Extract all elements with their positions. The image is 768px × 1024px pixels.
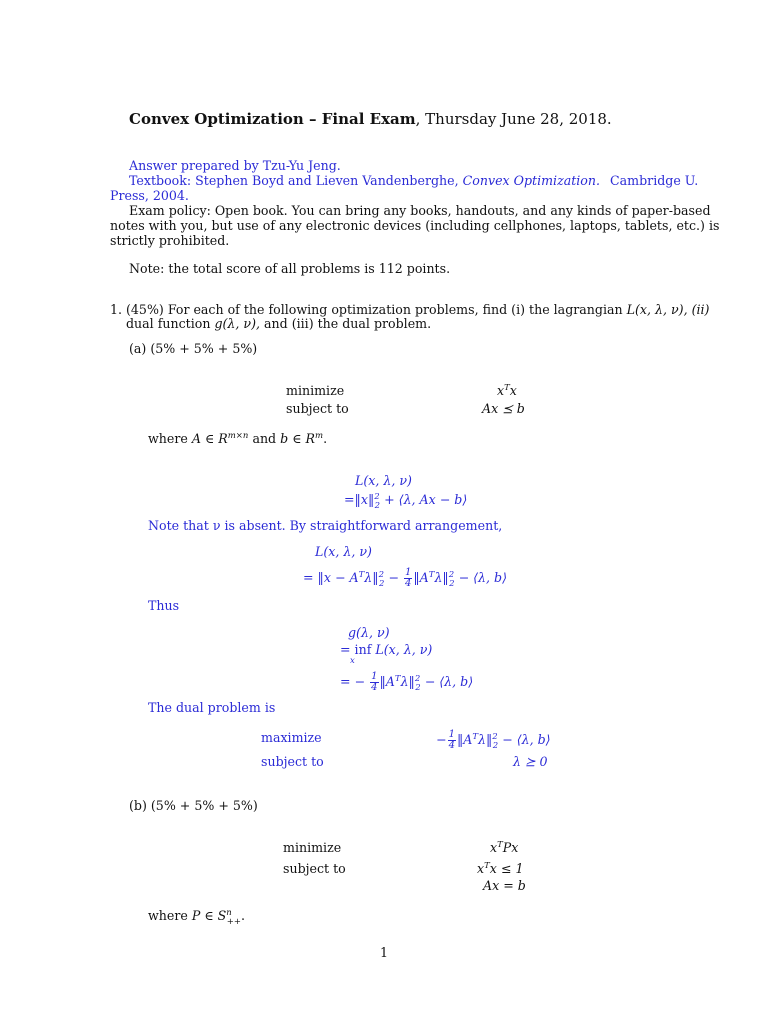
exam-date: , Thursday June 28, 2018. [415,110,612,128]
L2-fraction [404,568,412,589]
part-b-constraint-2: Ax = b [483,878,526,893]
b-where-sub: ++ [226,916,242,927]
L2-b: λ‖ [364,570,379,585]
course-name: Convex Optimization [129,110,304,128]
b-where-P: P ∈ S [191,908,227,923]
b-where-period: . [241,908,246,923]
textbook-line-1 [129,173,698,188]
g3-a: = − [340,674,366,689]
problem-line-1 [126,302,709,317]
obj-x: x [497,383,505,398]
part-a-where [148,431,327,446]
policy-line-2: notes with you, but use of any electronic devices (including cellphones, laptops, tablets, etc.) is [110,218,720,233]
sol-a-L2-line1: L(x, λ, ν) [315,544,372,559]
L2-sup3: 2 [448,569,455,580]
b-con-x: x [477,861,485,876]
L2-f: − ⟨λ, b⟩ [454,570,507,585]
part-a-objective [497,383,517,398]
sol-a-L-line2 [344,491,468,511]
b-con-tail: x ≤ 1 [489,861,524,876]
sol-a-g-line1: g(λ, ν) [348,625,390,640]
g3-supT: T [394,673,401,684]
policy-line-1: Exam policy: Open book. You can bring any books, handouts, and any kinds of paper-based [129,203,711,218]
sol-a-maximize: maximize [261,730,322,745]
exam-title [129,112,612,127]
where-A-dim: m×n [227,430,249,441]
d-supT: T [472,731,479,742]
L-sub: 2 [374,500,381,511]
sol-a-note: Note that ν is absent. By straightforward arrangement, [148,518,503,533]
sol-a-L2-line2 [303,568,507,589]
d-d: − ⟨λ, b⟩ [498,732,551,747]
L-sup: 2 [374,491,380,502]
title-dash: – [303,110,322,128]
obj-sup: T [504,382,510,393]
g3-fraction [370,672,378,693]
b-obj-Px: Px [502,840,519,855]
lagrangian-symbol: L(x, λ, ν), (ii) [626,302,710,317]
problem-number: 1. [110,302,123,317]
textbook-title: Convex Optimization. [462,173,601,188]
d-sub2: 2 [492,740,499,751]
sol-a-g-line2 [340,642,433,666]
L2-d: ‖A [413,570,429,585]
L2-c: − [384,570,399,585]
problem-text-3: and (iii) the dual problem. [264,316,432,331]
b-obj-sup: T [497,839,503,850]
where-and: and [252,431,277,446]
part-b-constraint-1 [477,861,523,876]
textbook-publisher: Cambridge U. [610,173,699,188]
frac-den: 4 [371,682,378,693]
frac-den: 4 [448,740,455,751]
answer-credit: Answer prepared by Tzu-Yu Jeng. [129,158,341,173]
part-a-constraint: Ax ⪯ b [482,401,525,416]
where-period: . [323,431,328,446]
L2-supT2: T [428,569,435,580]
sol-a-subject-to: subject to [261,754,324,769]
L-tail: + ⟨λ, Ax − b⟩ [380,492,468,507]
part-b-where [148,907,246,927]
sol-a-L-line1: L(x, λ, ν) [355,473,412,488]
L2-e: λ‖ [434,570,449,585]
L2-sup2: 2 [378,569,384,580]
L2-a: = ‖x − A [303,570,359,585]
sol-a-dual-objective [436,730,551,751]
d-a: − [436,732,447,747]
problem-line-2 [126,316,431,331]
frac-den: 4 [404,578,412,589]
g3-d: − ⟨λ, b⟩ [420,674,474,689]
part-a-subject-to: subject to [286,401,349,416]
sol-a-dual-intro: The dual problem is [148,700,276,715]
g3-sub2: 2 [415,682,421,693]
g3-c: λ‖ [400,674,415,689]
b-where-word: where [148,908,188,923]
d-sup2: 2 [492,731,498,742]
problem-text-2: dual function [126,316,211,331]
sol-a-g-line3 [340,672,473,693]
sol-a-dual-constraint: λ ⪰ 0 [513,754,548,769]
inf-operator [340,642,372,666]
frac-num: 1 [404,567,412,578]
textbook-prefix: Textbook: Stephen Boyd and Lieven Vandenberghe, [129,173,459,188]
part-b-objective [490,840,518,855]
frac-num: 1 [371,671,378,682]
where-word: where [148,431,188,446]
dual-function-symbol: g(λ, ν), [214,316,260,331]
L2-supT: T [358,569,365,580]
g3-b: ‖A [379,674,395,689]
exam-name: Final Exam [321,110,416,128]
obj-x2: x [509,383,517,398]
g-L: L(x, λ, ν) [371,642,433,657]
d-b: ‖A [456,732,473,747]
where-b-dim: m [315,430,324,441]
part-a-label: (a) (5% + 5% + 5%) [129,341,258,356]
b-obj-x: x [490,840,498,855]
d-fraction [448,730,456,751]
policy-line-3: strictly prohibited. [110,233,230,248]
textbook-line-2: Press, 2004. [110,188,189,203]
b-where-sup: n [226,907,232,918]
where-A: A ∈ R [191,431,228,446]
part-a-minimize: minimize [286,383,345,398]
part-b-minimize: minimize [283,840,342,855]
L2-sub2: 2 [378,578,385,589]
L2-sub3: 2 [449,578,455,589]
b-con-sup: T [484,860,490,871]
part-b-label: (b) (5% + 5% + 5%) [129,798,258,813]
page-number: 1 [380,945,389,960]
d-c: λ‖ [478,732,493,747]
inf-sub: x [350,656,355,666]
score-note: Note: the total score of all problems is 112 points. [129,261,451,276]
part-b-subject-to: subject to [283,861,346,876]
L-norm: =‖x‖ [344,492,375,507]
sol-a-thus: Thus [148,598,180,613]
problem-text-1: (45%) For each of the following optimization problems, find (i) the lagrangian [126,302,623,317]
inf-word: = inf [340,642,372,657]
where-b: b ∈ R [280,431,316,446]
frac-num: 1 [448,729,455,740]
g3-sup2: 2 [414,673,421,684]
